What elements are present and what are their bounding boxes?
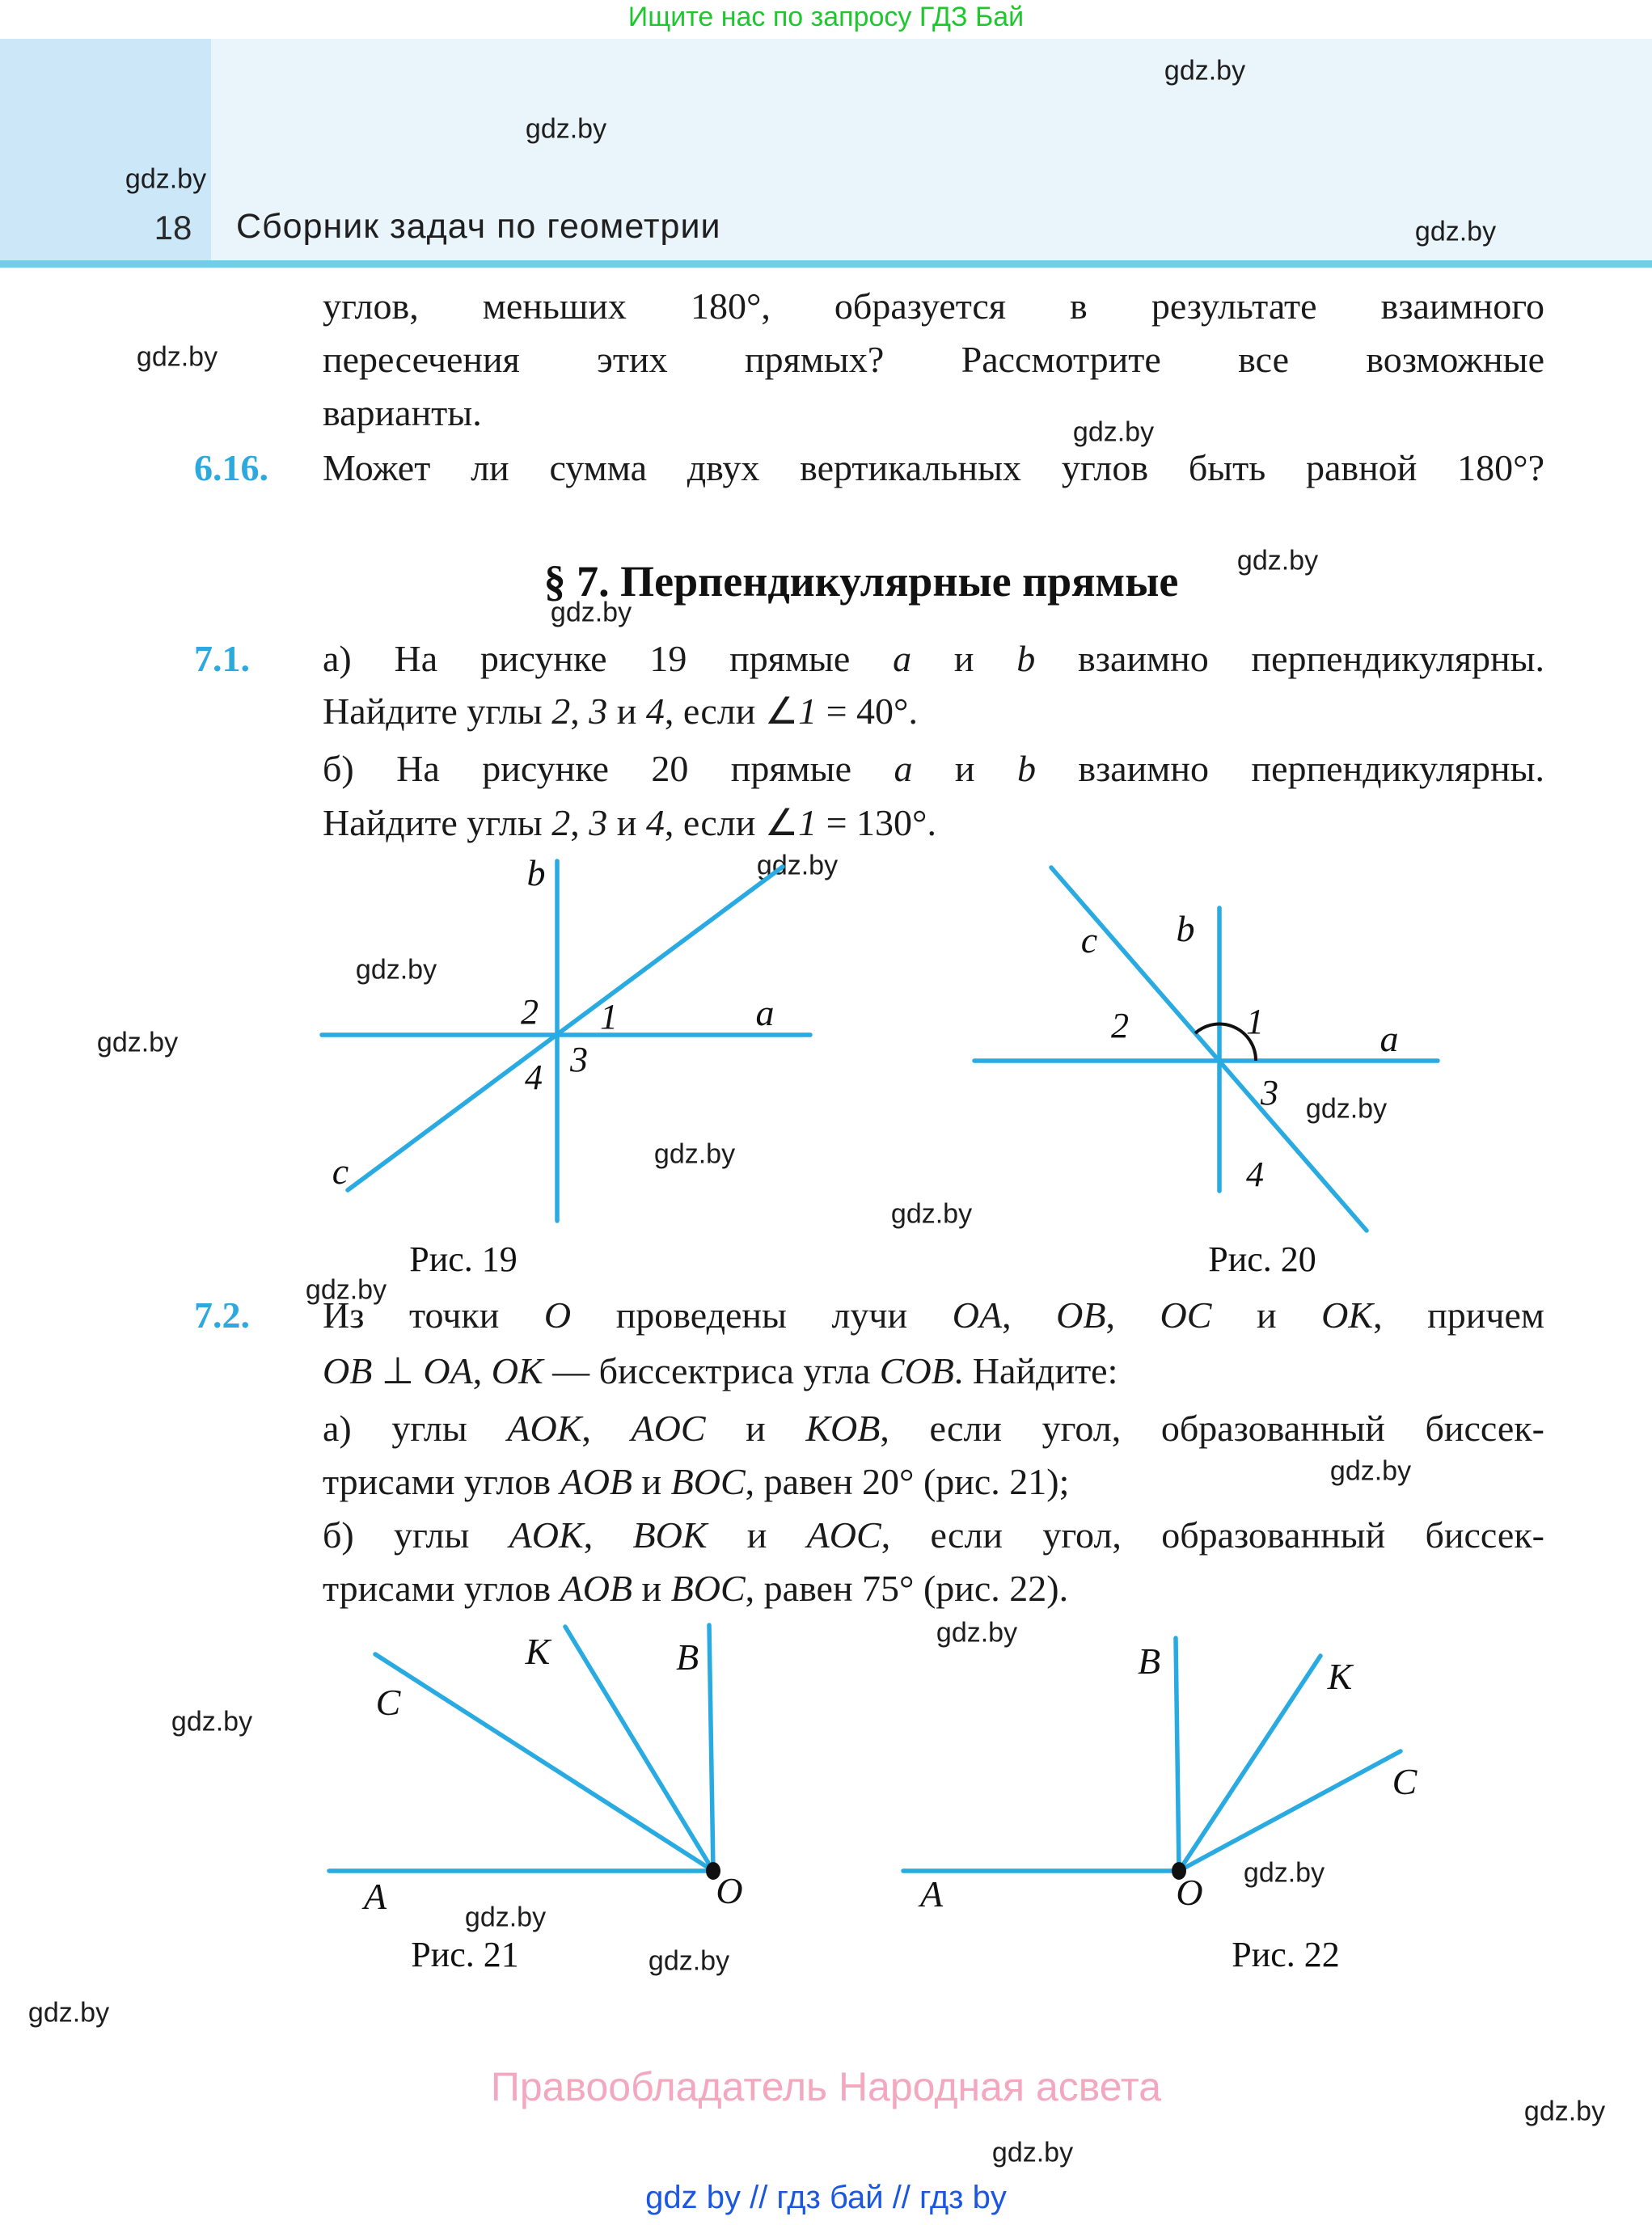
problem-number-71: 7.1. [194,638,250,679]
fig22-ray-OK [1179,1656,1320,1871]
fig19-angle-4-label: 4 [525,1058,543,1097]
fig20-caption: Рис. 20 [1208,1239,1316,1279]
book-title: Сборник задач по геометрии [236,207,721,246]
problem-72b-line: б) углы AOK, BOK и AOC, если угол, образованный биссек- [323,1514,1544,1556]
problem-72-line: Из точки O проведены лучи OA, OB, OC и OK, причем [323,1294,1545,1336]
fig20-label-c: c [1080,919,1098,961]
problem-number-616: 6.16. [194,447,268,488]
footer-links[interactable]: gdz by // гдз бай // гдз by [645,2180,1007,2215]
fig22-label-B: B [1137,1640,1161,1682]
fig21-ray-OB [709,1625,713,1871]
problem-71a-line: Найдите углы 2, 3 и 4, если ∠1 = 40°. [323,690,918,732]
problem-71b-line: б) На рисунке 20 прямые a и b взаимно перпендикулярны. [323,748,1544,789]
watermark-gdzby: gdz.by [1236,545,1319,576]
watermark-gdzby: gdz.by [1414,216,1497,247]
fig22-label-O: O [1176,1872,1203,1913]
fig19-angle-2-label: 2 [521,992,539,1032]
fig22-ray-OB [1176,1638,1179,1871]
watermark-gdzby: gdz.by [305,1274,387,1306]
fig21-label-O: O [716,1870,743,1911]
problem-number-72: 7.2. [194,1294,250,1336]
watermark-gdzby: gdz.by [27,1997,110,2029]
fig19-label-b: b [526,852,546,893]
fig21-caption: Рис. 21 [411,1935,519,1974]
problem-72a-line: трисами углов AOB и BOC, равен 20° (рис. 21); [323,1461,1070,1502]
fig19-caption: Рис. 19 [409,1239,518,1279]
page-number: 18 [154,209,192,247]
fig19-label-c: c [332,1150,349,1192]
copyright-text: Правообладатель Народная асвета [490,2064,1162,2109]
fig22-caption: Рис. 22 [1232,1935,1340,1974]
fig19-line-c [348,867,783,1190]
top-banner-text: Ищите нас по запросу ГДЗ Бай [627,2,1025,32]
watermark-gdzby: gdz.by [1329,1455,1412,1487]
fig21-label-B: B [675,1636,699,1678]
fig19-label-a: a [755,992,775,1033]
watermark-gdzby: gdz.by [525,113,607,145]
header-rule [0,260,1652,268]
fig21-label-A: A [363,1876,387,1917]
fig20-label-a: a [1379,1018,1399,1059]
fig20-line-c [1051,868,1367,1231]
watermark-gdzby: gdz.by [890,1198,973,1230]
problem-616-text: Может ли сумма двух вертикальных углов быть равной 180°? [323,447,1544,488]
watermark-gdzby: gdz.by [648,1945,730,1977]
section-title: § 7. Перпендикулярные прямые [543,557,1179,606]
fig20-angle-1-label: 1 [1246,1002,1264,1041]
fig22-label-K: K [1327,1656,1353,1697]
fig22-ray-OC [1179,1751,1401,1871]
fig20-angle-3-label: 3 [1261,1073,1278,1112]
figure-20 [954,849,1456,1245]
watermark-gdzby: gdz.by [464,1902,547,1933]
fig19-angle-3-label: 3 [570,1040,588,1079]
fig20-angle-4-label: 4 [1246,1155,1264,1194]
intro-line: варианты. [323,392,482,433]
fig21-ray-OC [375,1654,713,1871]
figure-22 [881,1609,1456,1920]
intro-line: углов, меньших 180°, образуется в результате взаимного [323,285,1544,327]
watermark-gdzby: gdz.by [1243,1857,1325,1889]
watermark-gdzby: gdz.by [550,597,632,628]
watermark-gdzby: gdz.by [96,1027,179,1058]
problem-72-line: OB ⊥ OA, OK — биссектриса угла COB. Найдите: [323,1350,1118,1391]
watermark-gdzby: gdz.by [991,2137,1074,2168]
watermark-gdzby: gdz.by [136,341,218,373]
problem-71a-line: а) На рисунке 19 прямые a и b взаимно перпендикулярны. [323,638,1544,679]
watermark-gdzby: gdz.by [171,1706,253,1737]
watermark-gdzby: gdz.by [1072,416,1155,448]
watermark-gdzby: gdz.by [653,1138,736,1170]
fig22-label-A: A [919,1873,944,1915]
problem-71b-line: Найдите углы 2, 3 и 4, если ∠1 = 130°. [323,802,936,843]
watermark-gdzby: gdz.by [125,163,207,195]
fig22-label-C: C [1392,1761,1418,1802]
fig20-angle-2-label: 2 [1111,1006,1129,1045]
fig21-label-C: C [375,1682,401,1723]
fig20-label-b: b [1176,908,1195,949]
watermark-gdzby: gdz.by [756,850,839,881]
intro-line: пересечения этих прямых? Рассмотрите все возможные [323,339,1544,380]
watermark-gdzby: gdz.by [1305,1093,1388,1125]
watermark-gdzby: gdz.by [1523,2096,1606,2127]
problem-72a-line: а) углы AOK, AOC и KOB, если угол, образованный биссек- [323,1408,1544,1449]
watermark-gdzby: gdz.by [355,954,437,986]
fig19-angle-1-label: 1 [600,997,618,1037]
watermark-gdzby: gdz.by [936,1617,1018,1649]
problem-72b-line: трисами углов AOB и BOC, равен 75° (рис. 22). [323,1568,1069,1609]
watermark-gdzby: gdz.by [1164,55,1246,87]
fig21-label-K: K [525,1631,551,1672]
figure-21 [307,1609,744,1920]
figure-19 [307,849,817,1237]
